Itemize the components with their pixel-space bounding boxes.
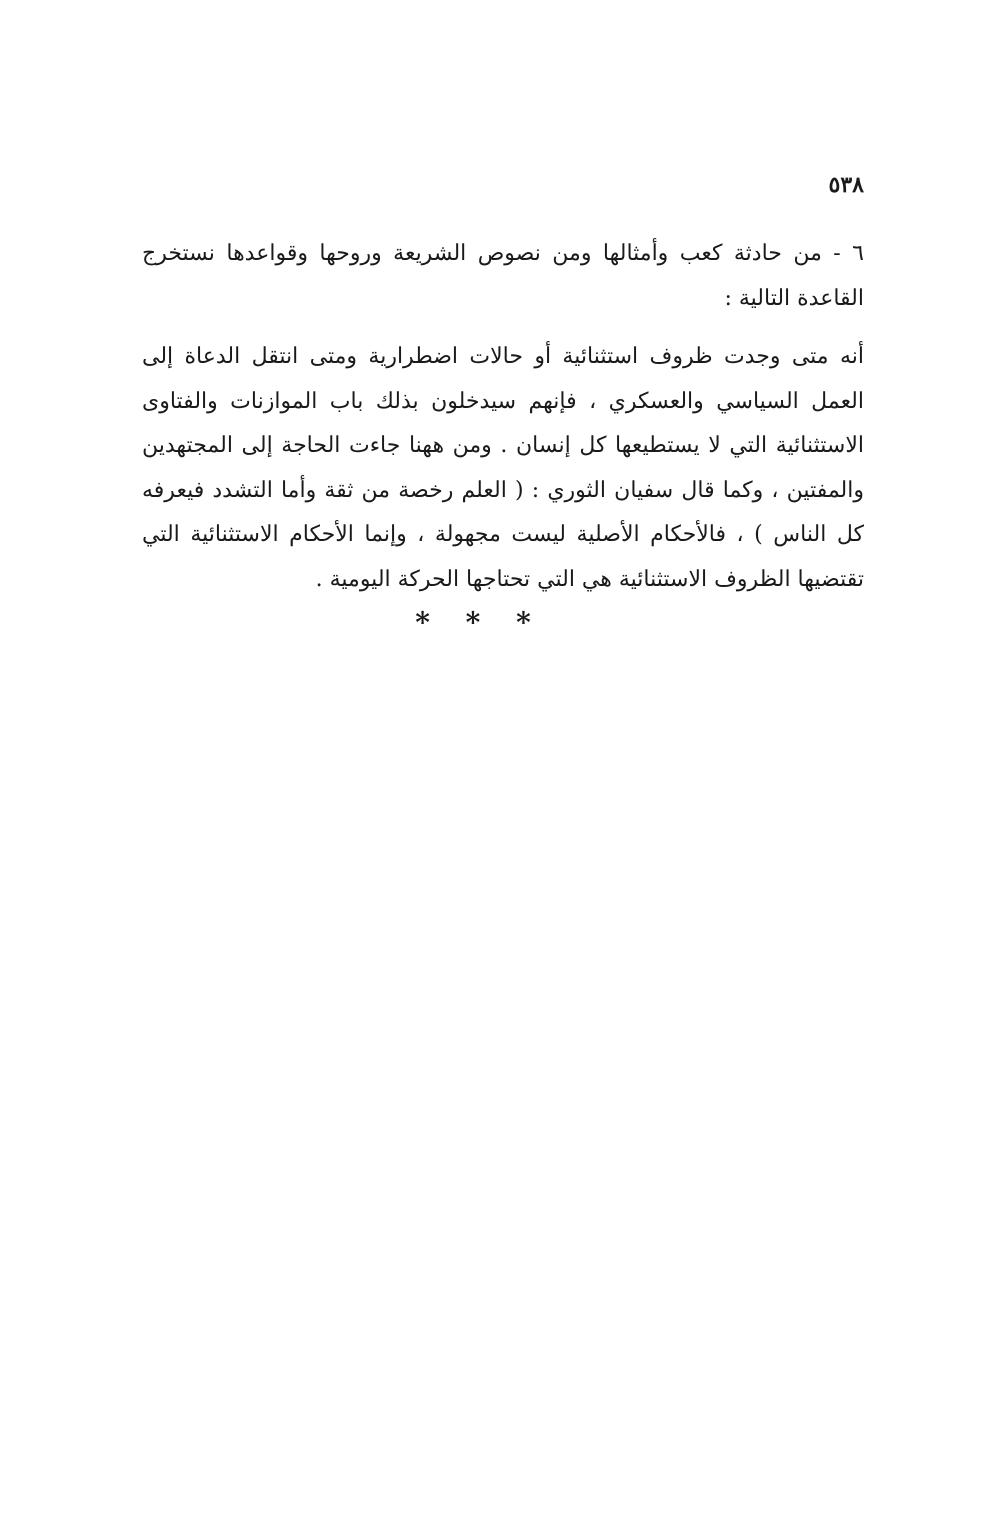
paragraph-rule-intro: ٦ - من حادثة كعب وأمثالها ومن نصوص الشريعة وروحها وقواعدها نستخرج القاعدة التالية : <box>142 241 864 311</box>
paragraph-rule-body: أنه متى وجدت ظروف استثنائية أو حالات اضطرارية ومتى انتقل الدعاة إلى العمل السياسي والعسكري ، فإنهم سيدخلون بذلك باب الموازنات والفتاوى الاستثنائية التي لا يستطيعها كل إنسان . ومن ههنا جاءت الحاجة إلى المجتهدين والمفتين ، وكما قال سفيان الثوري : ( العلم رخصة من ثقة وأما التشدد فيعرفه كل الناس ) ، فالأحكام الأصلية ليست مجهولة ، وإنما الأحكام الاستثنائية التي تقتضيها الظروف الاستثنائية هي التي تحتاجها الحركة اليومية . <box>142 344 864 592</box>
section-separator: * * * <box>415 606 535 639</box>
page-number: ٥٣٨ <box>828 172 864 198</box>
